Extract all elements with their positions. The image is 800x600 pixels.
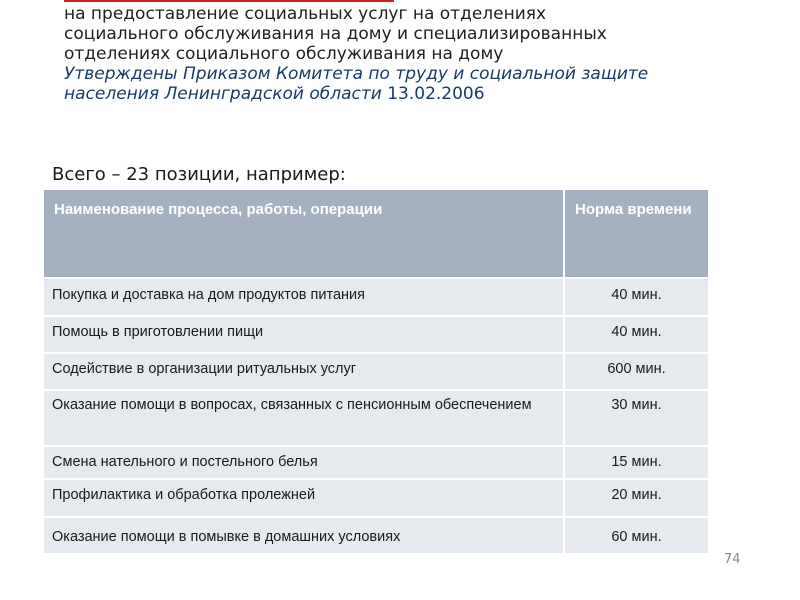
table-row [44,390,708,446]
norm-cell: 60 мин. [564,517,708,554]
document-header [64,4,764,104]
approval-line-2 [64,84,764,104]
column-header-process: Наименование процесса, работы, операции [44,190,564,278]
process-name-cell: Покупка и доставка на дом продуктов питания [44,278,564,316]
header-line-1: на предоставление социальных услуг на отделениях [64,4,547,24]
header-line-3: отделениях социального обслуживания на дому [64,44,504,64]
time-norms-table [44,190,708,555]
norm-cell: 600 мин. [564,353,708,390]
table-row [44,517,708,554]
approval-authority: населения Ленинградской области [64,84,382,104]
process-name-cell: Профилактика и обработка пролежней [44,479,564,517]
table-row [44,316,708,353]
norm-cell: 30 мин. [564,390,708,446]
approval-date: 13.02.2006 [387,84,485,104]
header-line-2: социального обслуживания на дому и специализированных [64,24,607,44]
table-row [44,353,708,390]
column-header-norm: Норма времени [564,190,708,278]
table-row [44,479,708,517]
intro-text: Всего – 23 позиции, например: [52,164,346,185]
norm-cell: 15 мин. [564,446,708,479]
process-name-cell: Оказание помощи в вопросах, связанных с пенсионным обеспечением [44,390,564,446]
table-header-row [44,190,708,278]
table-row [44,446,708,479]
process-name-cell: Помощь в приготовлении пищи [44,316,564,353]
table-row [44,278,708,316]
norm-cell: 40 мин. [564,316,708,353]
process-name-cell: Содействие в организации ритуальных услуг [44,353,564,390]
norm-cell: 20 мин. [564,479,708,517]
approval-line-1: Утверждены Приказом Комитета по труду и социальной защите [64,64,649,84]
page-number: 74 [724,552,741,567]
norm-cell: 40 мин. [564,278,708,316]
process-name-cell: Оказание помощи в помывке в домашних условиях [44,517,564,554]
process-name-cell: Смена нательного и постельного белья [44,446,564,479]
